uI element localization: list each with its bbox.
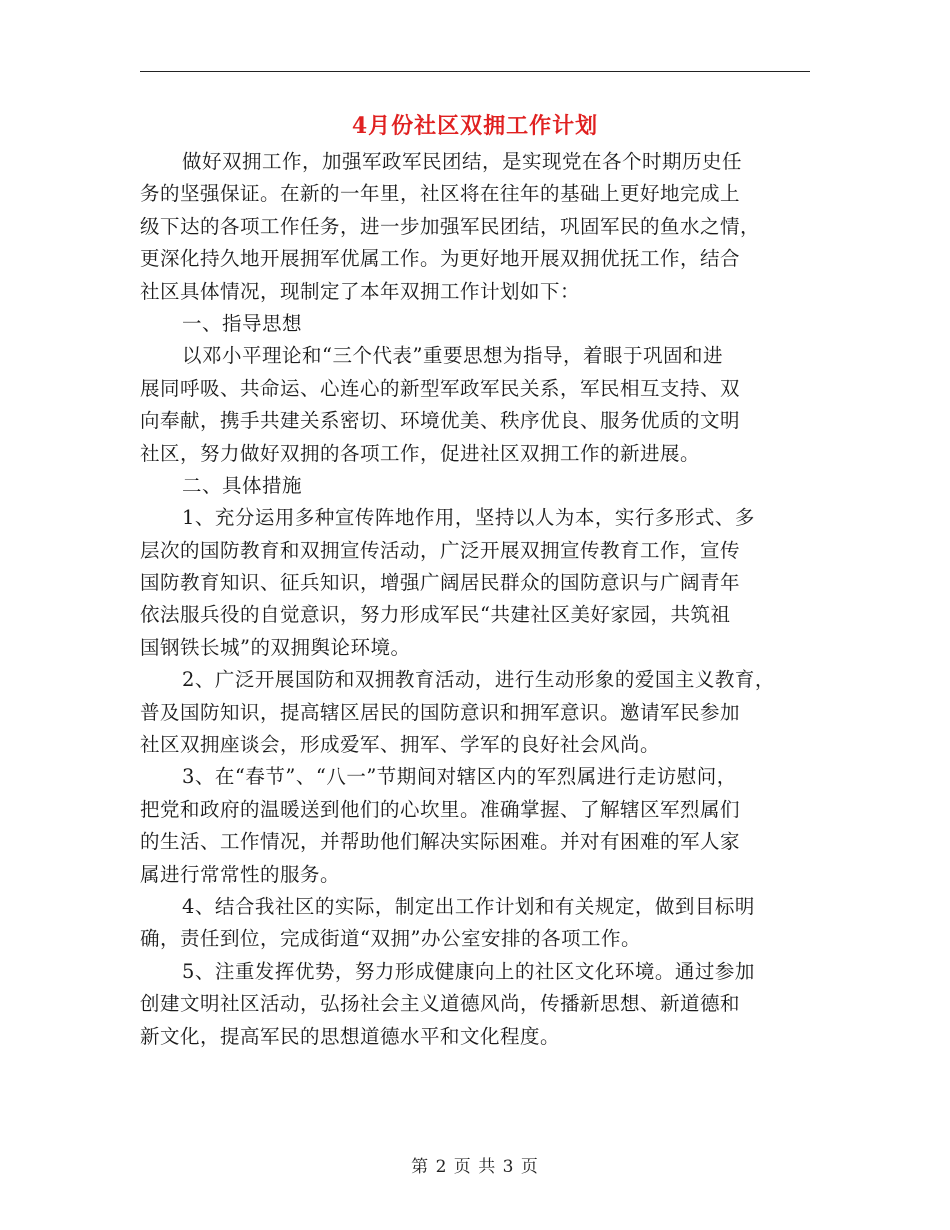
- text-line: 创建文明社区活动，弘扬社会主义道德风尚，传播新思想、新道德和: [140, 992, 741, 1016]
- section-heading-measures: [140, 470, 810, 502]
- text-line: 依法服兵役的自觉意识，努力形成军民“共建社区美好家园，共筑祖: [140, 603, 731, 627]
- section-heading: 二、具体措施: [182, 473, 303, 497]
- paragraph-measure-5: [140, 956, 810, 1053]
- section-heading: 一、指导思想: [182, 311, 303, 335]
- document-body: [140, 146, 810, 1053]
- text-line: 更深化持久地开展拥军优属工作。为更好地开展双拥优抚工作，结合: [140, 247, 741, 271]
- document-title: 4月份社区双拥工作计划: [351, 113, 599, 139]
- text-line: 普及国防知识，提高辖区居民的国防意识和拥军意识。邀请军民参加: [140, 700, 741, 724]
- text-line: 3、在“春节”、“八一”节期间对辖区内的军烈属进行走访慰问，: [182, 765, 737, 789]
- text-line: 国钢铁长城”的双拥舆论环境。: [140, 635, 411, 659]
- text-line: 2、广泛开展国防和双拥教育活动，进行生动形象的爱国主义教育，: [182, 668, 775, 692]
- text-line: 4、结合我社区的实际，制定出工作计划和有关规定，做到目标明: [182, 894, 755, 918]
- text-line: 社区双拥座谈会，形成爱军、拥军、学军的良好社会风尚。: [140, 733, 661, 757]
- text-line: 社区，努力做好双拥的各项工作，促进社区双拥工作的新进展。: [140, 441, 701, 465]
- text-line: 把党和政府的温暖送到他们的心坎里。准确掌握、了解辖区军烈属们: [140, 797, 741, 821]
- text-line: 以邓小平理论和“三个代表”重要思想为指导，着眼于巩固和进: [182, 344, 723, 368]
- text-line: 国防教育知识、征兵知识，增强广阔居民群众的国防意识与广阔青年: [140, 571, 741, 595]
- text-line: 确，责任到位，完成街道“双拥”办公室安排的各项工作。: [140, 927, 641, 951]
- section-heading-guiding: [140, 308, 810, 340]
- text-line: 的生活、工作情况，并帮助他们解决实际困难。并对有困难的军人家: [140, 830, 741, 854]
- text-line: 级下达的各项工作任务，进一步加强军民团结，巩固军民的鱼水之情，: [140, 214, 761, 238]
- page-number-footer: 第 2 页 共 3 页: [411, 1157, 539, 1177]
- text-line: 5、注重发挥优势，努力形成健康向上的社区文化环境。通过参加: [182, 959, 755, 983]
- text-line: 层次的国防教育和双拥宣传活动，广泛开展双拥宣传教育工作，宣传: [140, 538, 741, 562]
- text-line: 务的坚强保证。在新的一年里，社区将在往年的基础上更好地完成上: [140, 182, 741, 206]
- paragraph-intro: [140, 146, 810, 308]
- text-line: 社区具体情况，现制定了本年双拥工作计划如下：: [140, 279, 581, 303]
- text-line: 向奉献，携手共建关系密切、环境优美、秩序优良、服务优质的文明: [140, 409, 741, 433]
- paragraph-measure-2: [140, 664, 810, 761]
- text-line: 做好双拥工作，加强军政军民团结，是实现党在各个时期历史任: [182, 150, 743, 173]
- header-rule: [140, 71, 810, 72]
- paragraph-measure-3: [140, 761, 810, 891]
- paragraph-measure-1: [140, 502, 810, 664]
- text-line: 展同呼吸、共命运、心连心的新型军政军民关系，军民相互支持、双: [140, 376, 741, 400]
- paragraph-measure-4: [140, 891, 810, 956]
- text-line: 新文化，提高军民的思想道德水平和文化程度。: [140, 1024, 561, 1048]
- text-line: 1、充分运用多种宣传阵地作用，坚持以人为本，实行多形式、多: [182, 506, 755, 530]
- paragraph-guiding: [140, 340, 810, 470]
- text-line: 属进行常常性的服务。: [140, 862, 341, 886]
